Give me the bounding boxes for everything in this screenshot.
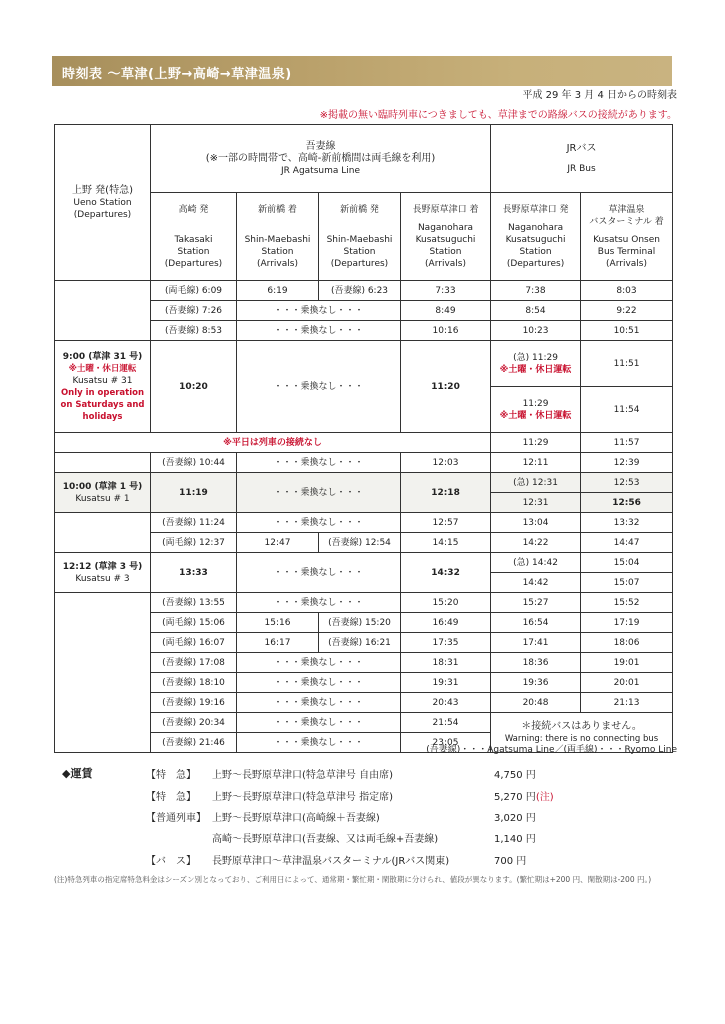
cell-no-transfer: ・・・乗換なし・・・ [237,513,401,533]
col-label-en: (Departures) [164,258,223,269]
cell-shinmaebashi-arr: 6:19 [237,281,319,301]
bus-note: ※土曜・休日運転 [499,410,572,421]
cell-no-transfer: ・・・乗換なし・・・ [237,693,401,713]
train1-cell [55,473,151,513]
cell-takasaki: 11:19 [151,473,237,513]
fare-price-wrap [494,809,584,824]
fare-route: 高崎～長野原草津口(吾妻線、又は両毛線+吾妻線) [212,834,439,845]
table-row [55,553,673,573]
cell-takasaki: (吾妻線) 10:44 [151,453,237,473]
cell-naganohara-arr: 15:20 [401,593,491,613]
ueno-header-en: Ueno Station [73,197,132,208]
col-label-en: Bus Terminal [597,246,656,257]
cell-naganohara-arr: 14:32 [401,553,491,593]
cell-naganohara-arr: 7:33 [401,281,491,301]
fare-price: 700 円 [494,856,527,867]
fare-row [146,809,584,824]
cell-no-transfer: ・・・乗換なし・・・ [237,553,401,593]
cell-bus-arr: 14:47 [581,533,673,553]
cell-bus-dep: 16:54 [491,613,581,633]
cell-bus-dep: 8:54 [491,301,581,321]
agatsuma-header-jp: 吾妻線 [305,140,336,152]
cell-bus-dep: 18:36 [491,653,581,673]
cell-no-transfer: ・・・乗換なし・・・ [237,653,401,673]
bus-time: 11:29 [522,398,549,409]
cell-bus-arr: 13:32 [581,513,673,533]
fare-row [146,852,584,867]
col-label-jp: 新前橋 着 [258,204,297,215]
cell-shinmaebashi-dep: (吾妻線) 6:23 [319,281,401,301]
col-label-en: Station [429,246,462,257]
col-label-jp: 長野原草津口 発 [502,204,569,215]
cell-takasaki: (吾妻線) 21:46 [151,733,237,753]
fare-category: 【バ ス】 [146,856,196,867]
cell-bus-dep: 12:11 [491,453,581,473]
table-row [55,513,673,533]
col-label-en: Naganohara [507,222,564,233]
fare-price: 3,020 円 [494,813,536,824]
date-note: 平成 29 年 3 月 4 日からの時刻表 [522,90,677,101]
cell-bus-arr: 8:03 [581,281,673,301]
cell-no-transfer: ・・・乗換なし・・・ [237,341,401,433]
fare-price: 4,750 円 [494,770,536,781]
fare-category: 【特 急】 [146,792,196,803]
cell-bus-dep: 20:48 [491,693,581,713]
col-kusatsu-arr-header [581,193,673,281]
cell-naganohara-arr: 10:16 [401,321,491,341]
cell-naganohara-arr: 14:15 [401,533,491,553]
cell-no-transfer: ・・・乗換なし・・・ [237,453,401,473]
fare-route: 上野～長野原草津口(特急草津号 指定席) [212,792,393,803]
col-label-en: Naganohara [417,222,474,233]
cell-takasaki: (両毛線) 16:07 [151,633,237,653]
cell-bus-dep [491,341,581,387]
cell-shinmaebashi-dep: (吾妻線) 12:54 [319,533,401,553]
fare-price-wrap [494,766,584,781]
train3-name: 12:12 (草津 3 号) [62,561,143,572]
fare-route: 上野～長野原草津口(高崎線＋吾妻線) [212,813,380,824]
cell-bus-dep: 10:23 [491,321,581,341]
col-label-jp: バスターミナル 着 [589,216,664,227]
no-bus-jp: ＊接続バスはありません。 [521,720,642,732]
cell-bus-arr: 19:01 [581,653,673,673]
table-row [55,341,673,387]
col-label-en: (Arrivals) [257,258,298,269]
cell-bus-arr: 21:13 [581,693,673,713]
red-note: ※掲載の無い臨時列車につきましても、草津までの路線バスの接続があります。 [319,110,677,121]
cell-bus-dep: (急) 12:31 [491,473,581,493]
col-label-en: Kusatsu Onsen [593,234,660,245]
train31-en: holidays [82,411,123,422]
cell-takasaki: (両毛線) 12:37 [151,533,237,553]
cell-bus-arr: 17:19 [581,613,673,633]
ueno-header-jp: 上野 発(特急) [72,184,133,196]
cell-bus-dep: 11:29 [491,433,581,453]
cell-naganohara-arr: 16:49 [401,613,491,633]
table-row [55,433,673,453]
no-bus-en: Warning: there is no connecting bus [504,733,659,744]
col-shinmaebashi-dep-header [319,193,401,281]
cell-takasaki: (両毛線) 6:09 [151,281,237,301]
fare-row [146,830,584,845]
col-label-en: (Departures) [330,258,389,269]
col-label-en: Kusatsuguchi [505,234,566,245]
train31-code: Kusatsu # 31 [72,375,133,386]
cell-bus-arr: 12:56 [581,493,673,513]
cell-no-transfer: ・・・乗換なし・・・ [237,301,401,321]
cell-no-transfer: ・・・乗換なし・・・ [237,733,401,753]
cell-bus-arr: 15:04 [581,553,673,573]
cell-bus-arr: 11:57 [581,433,673,453]
cell-bus-arr: 18:06 [581,633,673,653]
cell-naganohara-arr: 11:20 [401,341,491,433]
cell-bus-arr: 15:07 [581,573,673,593]
col-label-en: (Arrivals) [606,258,647,269]
line-legend: (吾妻線)・・・Agatsuma Line／(両毛線)・・・Ryomo Line [426,745,677,755]
bus-note: ※土曜・休日運転 [499,364,572,375]
train31-name: 9:00 (草津 31 号) [62,351,143,362]
col-label-en: Shin-Maebashi [326,234,393,245]
col-label-jp: 新前橋 発 [340,204,379,215]
col-label-jp: 長野原草津口 着 [412,204,479,215]
weekday-note: ※平日は列車の接続なし [55,433,491,453]
col-label-jp: 高崎 発 [178,204,209,215]
fare-note: (注) [535,792,554,803]
cell-bus-dep: 7:38 [491,281,581,301]
cell-naganohara-arr: 17:35 [401,633,491,653]
agatsuma-header [151,125,491,193]
cell-no-transfer: ・・・乗換なし・・・ [237,473,401,513]
col-label-en: (Departures) [506,258,565,269]
train3-cell [55,553,151,593]
cell-naganohara-arr: 18:31 [401,653,491,673]
cell-takasaki: 13:33 [151,553,237,593]
col-shinmaebashi-arr-header [237,193,319,281]
col-label-en: Takasaki [174,234,213,245]
cell-no-transfer: ・・・乗換なし・・・ [237,321,401,341]
blank-cell [55,281,151,341]
fare-price-wrap [494,852,584,867]
fare-title: ◆運賃 [62,767,93,780]
col-takasaki-header [151,193,237,281]
cell-bus-arr: 9:22 [581,301,673,321]
col-label-en: Kusatsuguchi [415,234,476,245]
table-row [55,593,673,613]
cell-takasaki: (両毛線) 15:06 [151,613,237,633]
cell-takasaki: (吾妻線) 20:34 [151,713,237,733]
fare-price-wrap [494,788,584,803]
footnote: (注)特急列車の指定席特急料金はシーズン別となっており、ご利用日によって、通常期・繁忙期・閑散期に分けられ、値段が異なります。(繁忙期は+200 円、閑散期は-200 円。) [54,875,652,884]
cell-bus-arr: 15:52 [581,593,673,613]
col-label-en: (Arrivals) [425,258,466,269]
jrbus-header-en: JR Bus [567,163,596,174]
jrbus-header [491,125,673,193]
cell-bus-arr: 10:51 [581,321,673,341]
ueno-header [55,125,151,281]
fare-route: 上野～長野原草津口(特急草津号 自由席) [212,770,393,781]
col-label-jp: 草津温泉 [608,204,645,215]
cell-bus-arr: 12:39 [581,453,673,473]
cell-bus-dep: 14:22 [491,533,581,553]
col-naganohara-arr-header [401,193,491,281]
cell-bus-dep: 14:42 [491,573,581,593]
ueno-header-sub: (Departures) [73,209,132,220]
blank-cell [55,593,151,753]
train1-name: 10:00 (草津 1 号) [62,481,143,492]
fare-price: 1,140 円 [494,834,536,845]
cell-bus-arr: 12:53 [581,473,673,493]
cell-no-transfer: ・・・乗換なし・・・ [237,673,401,693]
page-title: 時刻表 ～草津(上野→高崎→草津温泉) [62,67,292,82]
cell-takasaki: (吾妻線) 7:26 [151,301,237,321]
fare-category: 【普通列車】 [146,813,206,824]
col-label-en: Station [343,246,376,257]
cell-bus-dep [491,387,581,433]
fare-price-wrap [494,830,584,845]
cell-takasaki: (吾妻線) 18:10 [151,673,237,693]
cell-takasaki: (吾妻線) 8:53 [151,321,237,341]
cell-takasaki: 10:20 [151,341,237,433]
blank-cell [55,513,151,553]
title-bar [52,56,672,86]
cell-takasaki: (吾妻線) 11:24 [151,513,237,533]
cell-naganohara-arr: 21:54 [401,713,491,733]
train31-weekend-note: ※土曜・休日運転 [68,363,137,374]
train31-en: Only in operation [60,387,145,398]
cell-bus-dep: 15:27 [491,593,581,613]
train31-en: on Saturdays and [60,399,145,410]
fare-row [146,766,584,781]
col-label-en: Station [261,246,294,257]
cell-takasaki: (吾妻線) 19:16 [151,693,237,713]
cell-shinmaebashi-dep: (吾妻線) 15:20 [319,613,401,633]
fare-row [146,788,584,803]
cell-naganohara-arr: 19:31 [401,673,491,693]
cell-naganohara-arr: 23:05 [401,733,491,753]
fare-category: 【特 急】 [146,770,196,781]
train3-code: Kusatsu # 3 [75,573,130,584]
col-naganohara-dep-header [491,193,581,281]
train31-cell [55,341,151,433]
cell-takasaki: (吾妻線) 13:55 [151,593,237,613]
cell-naganohara-arr: 8:49 [401,301,491,321]
fare-price: 5,270 円 [494,792,536,803]
agatsuma-header-note: (※一部の時間帯で、高崎-新前橋間は両毛線を利用) [205,152,436,164]
cell-bus-arr: 20:01 [581,673,673,693]
cell-naganohara-arr: 12:03 [401,453,491,473]
table-row [55,473,673,493]
cell-no-transfer: ・・・乗換なし・・・ [237,713,401,733]
cell-takasaki: (吾妻線) 17:08 [151,653,237,673]
cell-bus-arr: 11:51 [581,341,673,387]
col-label-en: Shin-Maebashi [244,234,311,245]
blank-cell [55,453,151,473]
cell-naganohara-arr: 12:18 [401,473,491,513]
table-row [55,281,673,301]
table-row [55,453,673,473]
cell-shinmaebashi-arr: 16:17 [237,633,319,653]
jrbus-header-jp: JRバス [566,142,597,154]
col-label-en: Station [177,246,210,257]
col-label-en: Station [519,246,552,257]
cell-shinmaebashi-arr: 15:16 [237,613,319,633]
cell-naganohara-arr: 12:57 [401,513,491,533]
cell-bus-dep: 17:41 [491,633,581,653]
cell-shinmaebashi-arr: 12:47 [237,533,319,553]
fare-route: 長野原草津口～草津温泉バスターミナル(JRバス関東) [212,856,450,867]
bus-time: (急) 11:29 [513,352,558,363]
cell-bus-dep: 12:31 [491,493,581,513]
cell-bus-dep: 13:04 [491,513,581,533]
timetable [54,124,673,753]
cell-no-transfer: ・・・乗換なし・・・ [237,593,401,613]
cell-bus-arr: 11:54 [581,387,673,433]
cell-bus-dep: (急) 14:42 [491,553,581,573]
cell-naganohara-arr: 20:43 [401,693,491,713]
cell-shinmaebashi-dep: (吾妻線) 16:21 [319,633,401,653]
cell-bus-dep: 19:36 [491,673,581,693]
train1-code: Kusatsu # 1 [75,493,130,504]
agatsuma-header-en: JR Agatsuma Line [281,165,360,176]
